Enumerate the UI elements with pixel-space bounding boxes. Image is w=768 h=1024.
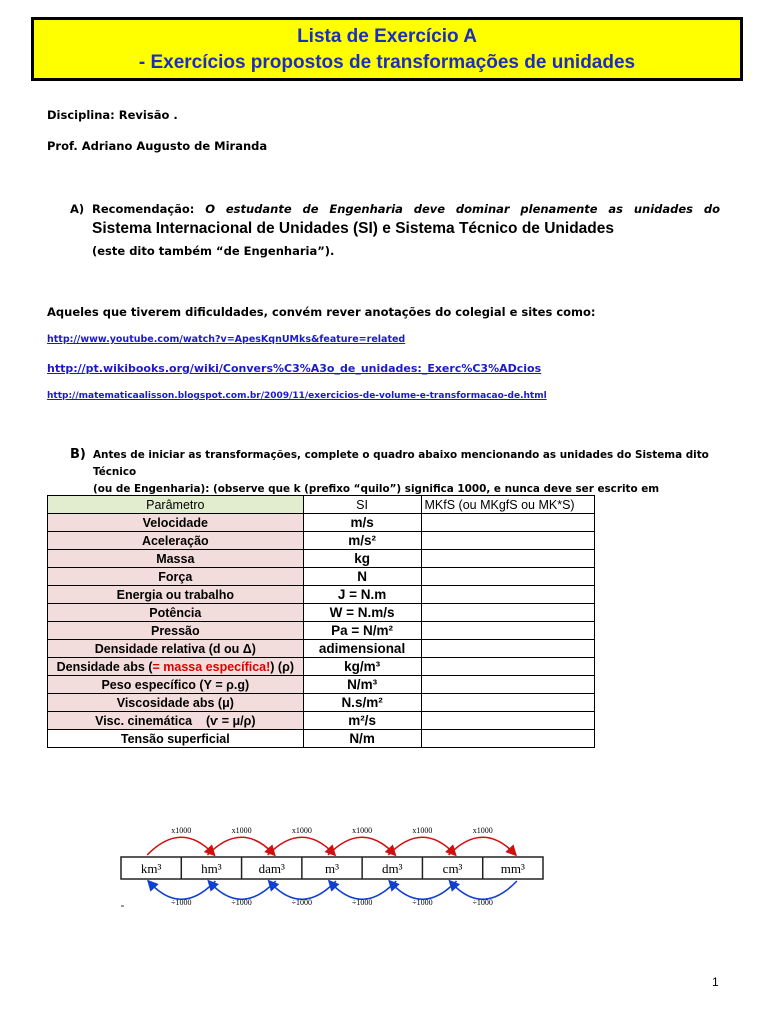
multiply-label: x1000: [291, 826, 312, 835]
mkfs-cell[interactable]: [421, 658, 594, 676]
mkfs-cell[interactable]: [421, 694, 594, 712]
header-parameter: Parâmetro: [48, 496, 304, 514]
param-cell: Massa: [48, 550, 304, 568]
param-cell: [48, 658, 304, 676]
mkfs-cell[interactable]: [421, 586, 594, 604]
divide-label: ÷1000: [291, 898, 313, 907]
section-b-line-1: Antes de iniciar as transformações, complete o quadro abaixo mencionando as unidades do Sistema dito Técnico: [93, 449, 709, 478]
multiply-arrow: [328, 837, 394, 855]
table-row: [48, 640, 595, 658]
link-wikibooks[interactable]: http://pt.wikibooks.org/wiki/Convers%C3%A3o_de_unidades:_Exerc%C3%ADcios: [47, 362, 542, 375]
multiply-label: x1000: [472, 826, 493, 835]
link-youtube[interactable]: http://www.youtube.com/watch?v=ApesKqnUMks&feature=related: [47, 334, 406, 345]
si-cell: Pa = N/m²: [303, 622, 421, 640]
table-row: [48, 694, 595, 712]
volume-conversion-diagram: [115, 822, 555, 918]
param-suffix: ) (ρ): [270, 659, 294, 674]
table-row: [48, 730, 595, 748]
si-cell: J = N.m: [303, 586, 421, 604]
section-a-recommendation: [92, 202, 720, 216]
title-box: [31, 17, 743, 81]
si-cell: m²/s: [303, 712, 421, 730]
si-cell: N.s/m²: [303, 694, 421, 712]
mkfs-cell[interactable]: [421, 640, 594, 658]
header-si: SI: [303, 496, 421, 514]
si-cell: kg: [303, 550, 421, 568]
table-row: [48, 568, 595, 586]
table-row: [48, 514, 595, 532]
units-table: [47, 495, 595, 748]
multiply-arrow: [449, 837, 515, 855]
mkfs-cell[interactable]: [421, 676, 594, 694]
section-b-line-2: (ou de Engenharia): (observe que k (prefixo “quilo”) significa 1000, e nunca deve ser escrito em: [93, 483, 660, 495]
param-cell: Viscosidade abs (μ): [48, 694, 304, 712]
multiply-label: x1000: [412, 826, 433, 835]
multiply-arrow: [207, 837, 273, 855]
si-cell: kg/m³: [303, 658, 421, 676]
mkfs-cell[interactable]: [421, 550, 594, 568]
divide-label: ÷1000: [351, 898, 373, 907]
si-cell: m/s: [303, 514, 421, 532]
mkfs-cell[interactable]: [421, 604, 594, 622]
table-row: [48, 550, 595, 568]
si-systems-line: Sistema Internacional de Unidades (SI) e Sistema Técnico de Unidades: [92, 220, 614, 237]
page-number: 1: [712, 975, 719, 989]
param-cell: Aceleração: [48, 532, 304, 550]
divide-arrow: [330, 881, 396, 899]
discipline-line: Disciplina: Revisão .: [47, 108, 178, 122]
multiply-arrow: [147, 837, 213, 855]
param-cell: Tensão superficial: [48, 730, 304, 748]
professor-line: Prof. Adriano Augusto de Miranda: [47, 139, 268, 153]
section-b-marker: B): [70, 447, 86, 462]
table-row: [48, 658, 595, 676]
conversion-svg: [115, 822, 555, 918]
table-row: [48, 622, 595, 640]
mkfs-cell[interactable]: [421, 514, 594, 532]
unit-label: mm³: [500, 861, 525, 876]
table-row: [48, 712, 595, 730]
multiply-label: x1000: [231, 826, 252, 835]
divide-label: ÷1000: [412, 898, 433, 907]
section-a-text: O estudante de Engenharia deve dominar plenamente as unidades do: [205, 202, 720, 216]
param-cell: Velocidade: [48, 514, 304, 532]
param-cell: Visc. cinemática (ѵ = μ/ρ): [48, 712, 304, 730]
param-cell: Força: [48, 568, 304, 586]
divide-label: ÷1000: [171, 898, 192, 907]
unit-label: cm³: [442, 861, 463, 876]
param-cell: Peso específico (Υ = ρ.g): [48, 676, 304, 694]
header-mkfs: MKfS (ou MKgfS ou MK*S): [421, 496, 594, 514]
divide-label: ÷1000: [231, 898, 252, 907]
param-highlight: = massa específica!: [152, 659, 271, 674]
table-row: [48, 532, 595, 550]
review-note: Aqueles que tiverem dificuldades, convém rever anotações do colegial e sites como:: [47, 305, 596, 319]
si-cell: N/m: [303, 730, 421, 748]
unit-label: hm³: [201, 861, 222, 876]
si-cell: N: [303, 568, 421, 586]
divide-arrow: [209, 881, 275, 899]
si-cell: adimensional: [303, 640, 421, 658]
section-a-note: (este dito também “de Engenharia”).: [92, 244, 335, 258]
divide-arrow: [149, 881, 215, 899]
mkfs-cell[interactable]: [421, 532, 594, 550]
page-subtitle: - Exercícios propostos de transformações de unidades: [138, 52, 636, 73]
param-cell: Energia ou trabalho: [48, 586, 304, 604]
unit-label: km³: [140, 861, 162, 876]
divide-arrow: [390, 881, 456, 899]
si-cell: N/m³: [303, 676, 421, 694]
unit-label: m³: [324, 861, 340, 876]
section-a-marker: A): [70, 202, 85, 216]
si-cell: m/s²: [303, 532, 421, 550]
param-prefix: Densidade abs (: [56, 659, 153, 674]
multiply-arrow: [268, 837, 334, 855]
param-cell: Pressão: [48, 622, 304, 640]
mkfs-cell[interactable]: [421, 568, 594, 586]
table-header-row: [48, 496, 595, 514]
mkfs-cell[interactable]: [421, 622, 594, 640]
multiply-arrow: [388, 837, 454, 855]
multiply-label: x1000: [171, 826, 192, 835]
page-title: Lista de Exercício A: [297, 26, 477, 47]
table-row: [48, 676, 595, 694]
section-a-lead: Recomendação:: [92, 202, 195, 216]
divide-arrow: [270, 881, 336, 899]
unit-label: dm³: [382, 861, 403, 876]
si-cell: W = N.m/s: [303, 604, 421, 622]
mkfs-cell[interactable]: [421, 712, 594, 730]
link-blogspot[interactable]: http://matematicaalisson.blogspot.com.br/2009/11/exercicios-de-volume-e-transformacao-de.html: [47, 391, 547, 401]
unit-label: dam³: [258, 861, 285, 876]
multiply-label: x1000: [352, 826, 373, 835]
table-row: [48, 586, 595, 604]
param-cell: Potência: [48, 604, 304, 622]
divide-arrow: [451, 881, 517, 899]
table-row: [48, 604, 595, 622]
param-cell: Densidade relativa (d ou Δ): [48, 640, 304, 658]
divide-label: ÷1000: [472, 898, 493, 907]
mkfs-cell[interactable]: [421, 730, 594, 748]
